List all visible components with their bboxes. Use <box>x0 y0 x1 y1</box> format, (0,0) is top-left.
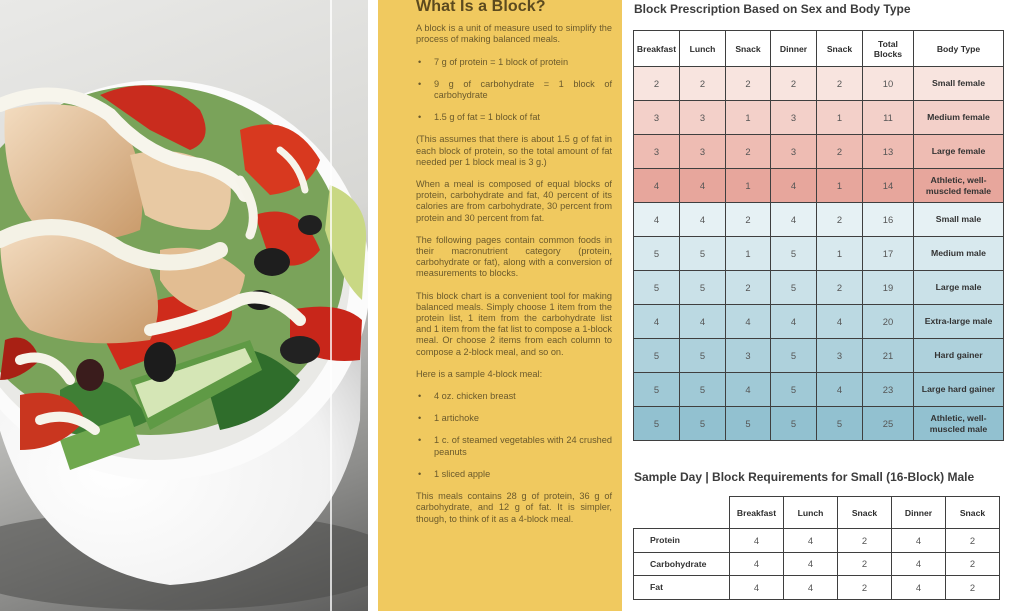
table-cell: 4 <box>680 203 726 237</box>
table-cell: 23 <box>863 373 914 407</box>
table-cell: 2 <box>817 135 863 169</box>
table-cell: 4 <box>892 552 946 576</box>
block-prescription-table <box>633 30 1004 441</box>
table-cell: 5 <box>771 339 817 373</box>
salad-bowl-photo <box>0 0 368 611</box>
table-cell: 5 <box>634 237 680 271</box>
table-cell: 5 <box>634 373 680 407</box>
table-cell: 4 <box>680 169 726 203</box>
table-cell: 25 <box>863 407 914 441</box>
table-row <box>634 67 1004 101</box>
table-cell: 5 <box>680 271 726 305</box>
table-cell: 4 <box>784 529 838 553</box>
table-cell: 4 <box>680 305 726 339</box>
table-cell: 3 <box>634 135 680 169</box>
chart-tool-text: This block chart is a convenient tool for making balanced meals. Simply choose 1 item from the protein list, 1 item from the carbohydrate list and 1 item from the fat list to compose a 1-block meal. Or choose 2 items from each column to compose a 2-block meal, and so on. <box>416 290 612 357</box>
composition-text: When a meal is composed of equal blocks of protein, carbohydrate and fat, 40 percent of its calories are from carbohydrate, 30 percent from protein and 30 percent from fat. <box>416 179 612 223</box>
table-cell: 11 <box>863 101 914 135</box>
table-cell: 1 <box>726 101 771 135</box>
column-header: Breakfast <box>634 31 680 67</box>
column-header: Lunch <box>784 497 838 529</box>
block-explainer-panel <box>378 0 622 611</box>
sample-day-title: Sample Day | Block Requirements for Small (16-Block) Male <box>634 470 975 484</box>
list-item: • 4 oz. chicken breast <box>416 391 612 402</box>
list-item: • 1 c. of steamed vegetables with 24 crushed peanuts <box>416 435 612 457</box>
table-cell: 4 <box>784 576 838 600</box>
table-cell: 4 <box>817 305 863 339</box>
table-cell: 4 <box>730 529 784 553</box>
table-row <box>634 373 1004 407</box>
table-cell: 2 <box>726 135 771 169</box>
table-cell: 5 <box>680 407 726 441</box>
body-type-cell: Small female <box>914 67 1004 101</box>
table-row <box>634 305 1004 339</box>
table-cell: 5 <box>680 237 726 271</box>
table-cell: 2 <box>680 67 726 101</box>
table-cell: 4 <box>771 305 817 339</box>
table-row <box>634 271 1004 305</box>
table-cell: 2 <box>838 576 892 600</box>
table-cell: 5 <box>817 407 863 441</box>
table-cell: 2 <box>817 271 863 305</box>
body-type-cell: Medium male <box>914 237 1004 271</box>
table-cell: 4 <box>730 552 784 576</box>
table-cell: 4 <box>771 203 817 237</box>
column-header: Body Type <box>914 31 1004 67</box>
table-cell: 5 <box>726 407 771 441</box>
table-cell: 5 <box>771 271 817 305</box>
table-row <box>634 101 1004 135</box>
table-cell: 21 <box>863 339 914 373</box>
table-cell: 3 <box>771 135 817 169</box>
tables-panel <box>622 0 1020 611</box>
list-item: • 7 g of protein = 1 block of protein <box>416 57 612 68</box>
body-type-cell: Hard gainer <box>914 339 1004 373</box>
column-header: Snack <box>726 31 771 67</box>
table-cell: 2 <box>634 67 680 101</box>
sample-day-table <box>633 496 1000 600</box>
table-cell: 5 <box>771 373 817 407</box>
body-type-cell: Athletic, well-muscled female <box>914 169 1004 203</box>
table-cell: 4 <box>726 373 771 407</box>
table-cell: 4 <box>784 552 838 576</box>
table-cell: 4 <box>730 576 784 600</box>
blank-header-cell <box>634 497 730 529</box>
column-header: Dinner <box>892 497 946 529</box>
sample-intro-text: Here is a sample 4-block meal: <box>416 368 543 379</box>
panel-title: What Is a Block? <box>416 0 546 15</box>
table-row <box>634 407 1004 441</box>
body-type-cell: Large hard gainer <box>914 373 1004 407</box>
salad-bowl-illustration <box>0 0 368 611</box>
table-cell: 4 <box>771 169 817 203</box>
table-row <box>634 576 1000 600</box>
body-type-cell: Large male <box>914 271 1004 305</box>
table-cell: 3 <box>726 339 771 373</box>
closing-text: This meals contains 28 g of protein, 36 g of carbohydrate, and 12 g of fat. It is simpler, though, to think of it as a 4-block meal. <box>416 491 612 524</box>
table-cell: 2 <box>838 529 892 553</box>
table-cell: 10 <box>863 67 914 101</box>
row-label: Protein <box>634 529 730 553</box>
assumption-text: (This assumes that there is about 1.5 g of fat in each block of protein, so the total amount of fat needed per 1 block meal is 3 g.) <box>416 134 612 167</box>
table-cell: 3 <box>680 101 726 135</box>
table-cell: 4 <box>892 576 946 600</box>
column-header: Snack <box>946 497 1000 529</box>
table-cell: 3 <box>771 101 817 135</box>
table-header-row <box>634 497 1000 529</box>
table-row <box>634 169 1004 203</box>
table-cell: 4 <box>892 529 946 553</box>
column-header: Snack <box>817 31 863 67</box>
body-type-cell: Small male <box>914 203 1004 237</box>
column-header: Total Blocks <box>863 31 914 67</box>
table-row <box>634 339 1004 373</box>
column-header: Dinner <box>771 31 817 67</box>
table-cell: 3 <box>634 101 680 135</box>
table-row <box>634 203 1004 237</box>
column-header: Breakfast <box>730 497 784 529</box>
prescription-title: Block Prescription Based on Sex and Body Type <box>634 2 911 16</box>
table-cell: 2 <box>726 271 771 305</box>
table-cell: 3 <box>817 339 863 373</box>
table-row <box>634 135 1004 169</box>
body-type-cell: Medium female <box>914 101 1004 135</box>
column-header: Lunch <box>680 31 726 67</box>
table-cell: 5 <box>634 339 680 373</box>
table-cell: 4 <box>726 305 771 339</box>
table-cell: 19 <box>863 271 914 305</box>
table-cell: 5 <box>771 237 817 271</box>
table-cell: 4 <box>634 203 680 237</box>
table-row <box>634 529 1000 553</box>
body-type-cell: Large female <box>914 135 1004 169</box>
table-cell: 5 <box>771 407 817 441</box>
table-cell: 4 <box>817 373 863 407</box>
list-item: • 1.5 g of fat = 1 block of fat <box>416 112 612 123</box>
table-cell: 2 <box>946 552 1000 576</box>
list-item: • 9 g of carbohydrate = 1 block of carbohydrate <box>416 79 612 101</box>
table-cell: 2 <box>726 67 771 101</box>
table-cell: 5 <box>634 271 680 305</box>
following-text: The following pages contain common foods in their macronutrient category (protein, carbohydrate or fat), along with a conversion of measurements to blocks. <box>416 234 612 279</box>
table-cell: 14 <box>863 169 914 203</box>
table-cell: 17 <box>863 237 914 271</box>
conversion-list <box>416 57 612 124</box>
table-cell: 13 <box>863 135 914 169</box>
table-cell: 20 <box>863 305 914 339</box>
table-cell: 2 <box>726 203 771 237</box>
table-cell: 3 <box>680 135 726 169</box>
table-cell: 1 <box>817 169 863 203</box>
table-cell: 5 <box>680 339 726 373</box>
table-cell: 2 <box>946 576 1000 600</box>
table-cell: 16 <box>863 203 914 237</box>
table-cell: 4 <box>634 305 680 339</box>
table-row <box>634 237 1004 271</box>
row-label: Carbohydrate <box>634 552 730 576</box>
row-label: Fat <box>634 576 730 600</box>
sample-meal-list <box>416 391 612 480</box>
table-cell: 2 <box>817 67 863 101</box>
list-item: • 1 artichoke <box>416 413 612 424</box>
table-cell: 1 <box>726 169 771 203</box>
table-cell: 2 <box>771 67 817 101</box>
body-type-cell: Extra-large male <box>914 305 1004 339</box>
intro-text: A block is a unit of measure used to simplify the process of making balanced meals. <box>416 23 612 45</box>
table-cell: 1 <box>726 237 771 271</box>
table-cell: 5 <box>680 373 726 407</box>
table-row <box>634 552 1000 576</box>
body-type-cell: Athletic, well-muscled male <box>914 407 1004 441</box>
table-cell: 2 <box>838 552 892 576</box>
table-cell: 5 <box>634 407 680 441</box>
table-cell: 4 <box>634 169 680 203</box>
table-header-row <box>634 31 1004 67</box>
table-cell: 1 <box>817 101 863 135</box>
column-header: Snack <box>838 497 892 529</box>
list-item: • 1 sliced apple <box>416 469 612 480</box>
table-cell: 1 <box>817 237 863 271</box>
gutter <box>368 0 378 611</box>
table-cell: 2 <box>817 203 863 237</box>
table-cell: 2 <box>946 529 1000 553</box>
